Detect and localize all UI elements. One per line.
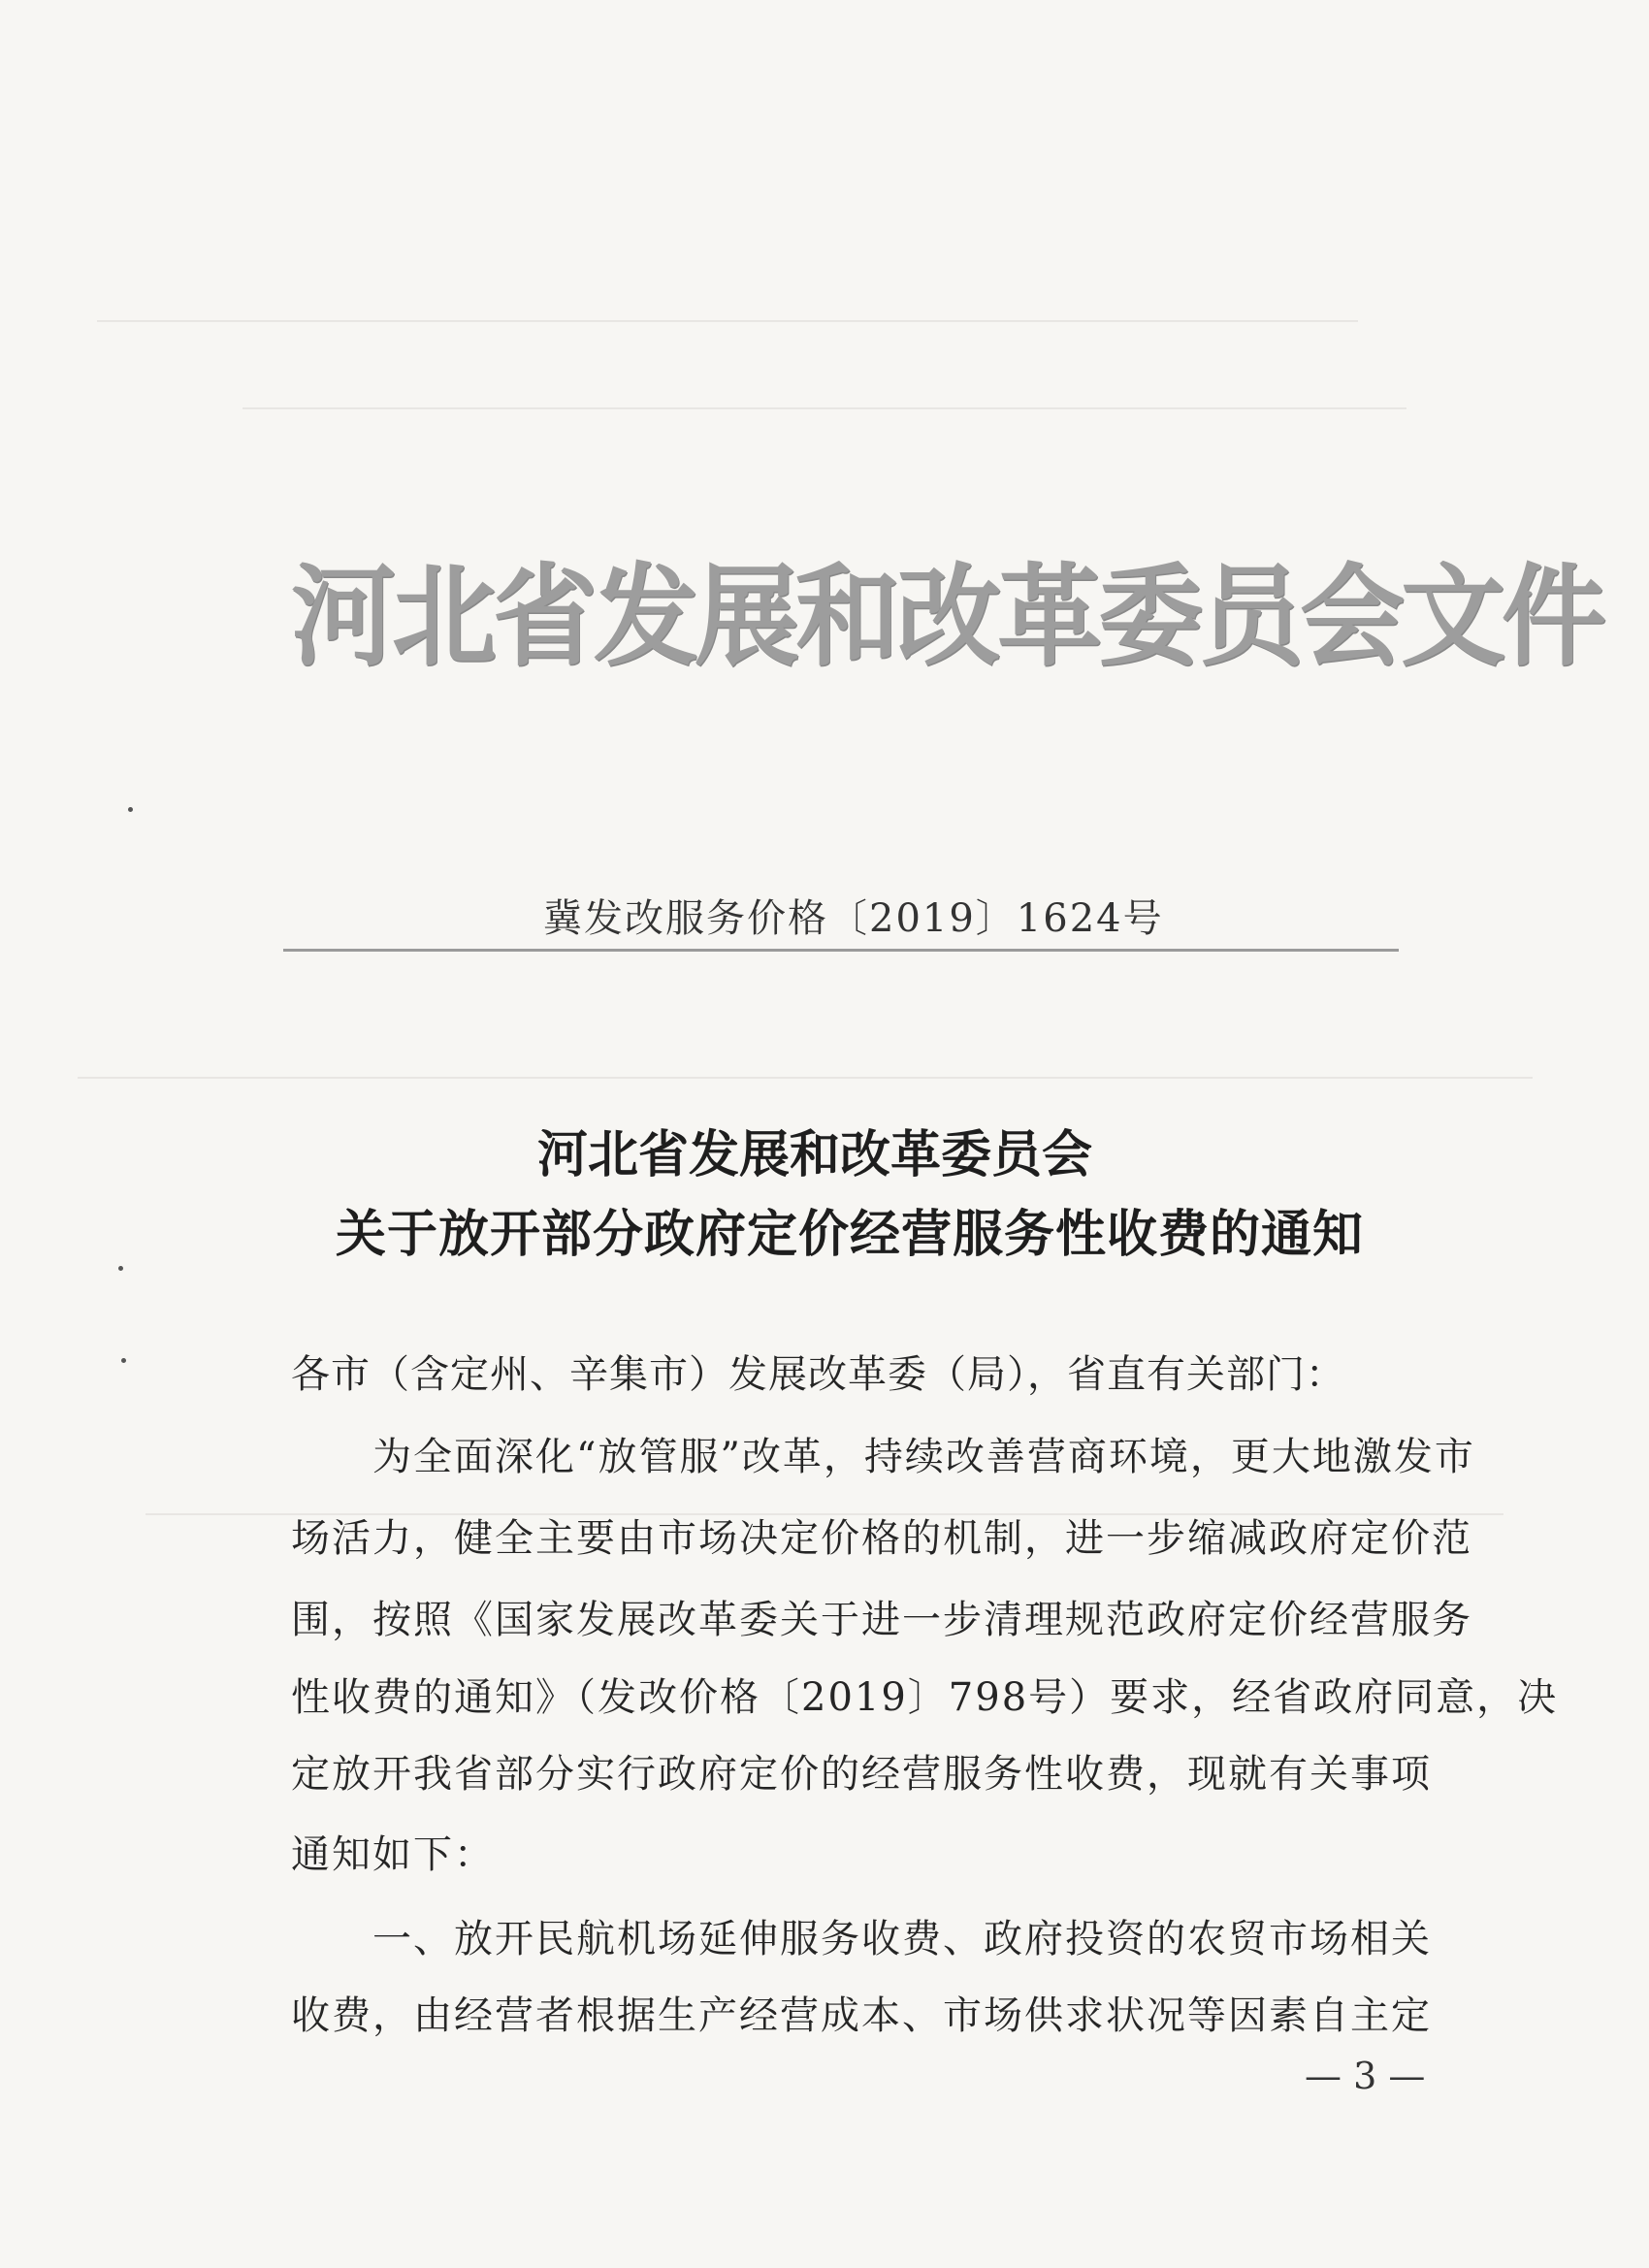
body-line: 围，按照《国家发展改革委关于进一步清理规范政府定价经营服务 bbox=[291, 1598, 1472, 1642]
header-divider bbox=[283, 949, 1399, 952]
scan-speck bbox=[128, 807, 133, 812]
body-line: 场活力，健全主要由市场决定价格的机制，进一步缩减政府定价范 bbox=[291, 1516, 1472, 1561]
document-number: 冀发改服务价格〔2019〕1624号 bbox=[543, 896, 1164, 941]
scan-streak bbox=[78, 1077, 1533, 1079]
body-line: 性收费的通知》（发改价格〔2019〕798号）要求，经省政府同意，决 bbox=[291, 1675, 1559, 1720]
body-line: 收费，由经营者根据生产经营成本、市场供求状况等因素自主定 bbox=[291, 1993, 1432, 2038]
body-line: 定放开我省部分实行政府定价的经营服务性收费，现就有关事项 bbox=[291, 1752, 1432, 1797]
body-line: 通知如下： bbox=[291, 1832, 495, 1877]
document-title-line-1: 河北省发展和改革委员会 bbox=[536, 1125, 1092, 1184]
issuer-header-title: 河北省发展和改革委员会文件 bbox=[291, 554, 1603, 682]
document-title-line-2: 关于放开部分政府定价经营服务性收费的通知 bbox=[335, 1205, 1364, 1264]
salutation: 各市（含定州、辛集市）发展改革委（局），省直有关部门： bbox=[291, 1352, 1345, 1397]
scan-speck bbox=[121, 1358, 126, 1363]
page-number: — 3 — bbox=[1305, 2055, 1426, 2097]
body-line: 一、放开民航机场延伸服务收费、政府投资的农贸市场相关 bbox=[291, 1917, 1432, 1961]
body-line: 为全面深化“放管服”改革，持续改善营商环境，更大地激发市 bbox=[291, 1435, 1475, 1479]
scan-streak bbox=[242, 407, 1406, 409]
scan-streak bbox=[97, 320, 1358, 322]
scan-speck bbox=[118, 1266, 123, 1271]
